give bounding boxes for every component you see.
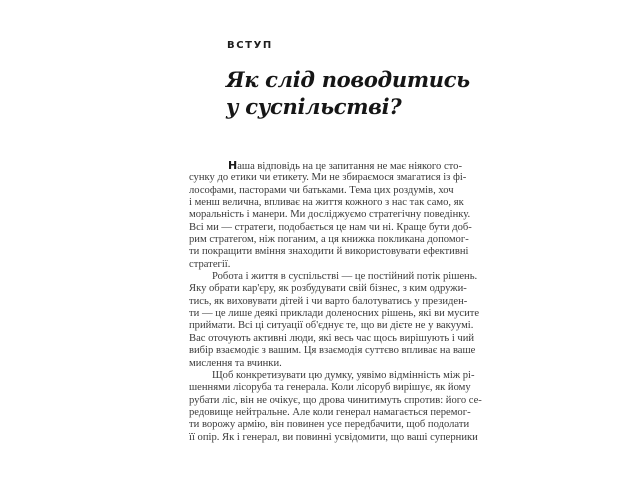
text-line: приймати. Всі ці ситуації об'єднує те, що ви дієте не у вакуумі.	[189, 320, 474, 332]
text-line: Робота і життя в суспільстві — це постійний потік рішень.	[212, 271, 478, 283]
text-line: ти — це лише деякі приклади доленосних рішень, які ви мусите	[189, 308, 480, 320]
title-line: Як слід поводитись	[226, 67, 470, 92]
text-line: ти покращити вміння знаходити й використовувати ефективні	[189, 246, 469, 258]
text-line: сунку до етики чи етикету. Ми не збираємося змагатися із фі-	[189, 172, 467, 184]
section-label: ВСТУП	[227, 40, 273, 51]
text-line: Вас оточують активні люди, які весь час щось вирішують і чий	[189, 332, 475, 344]
title-line: у суспільстві?	[226, 94, 402, 119]
text-line: тись, як виховувати дітей і чи варто балотуватись у президен-	[189, 295, 468, 307]
text-line: і менш велична, впливає на життя кожного з нас так само, як	[189, 197, 464, 209]
text-line: рубати ліс, він не очікує, що дрова чинитимуть спротив: його се-	[189, 394, 482, 406]
text-line: ти ворожу армію, він повинен усе передбачити, щоб подолати	[189, 419, 470, 431]
text-line: рим стратегом, ніж поганим, а ця книжка покликана допомог-	[189, 234, 469, 246]
drop-cap: Н	[228, 159, 238, 172]
text-line: Всі ми — стратеги, подобається це нам чи ні. Краще бути доб-	[189, 221, 472, 233]
text-line: шеннями лісоруба та генерала. Коли лісоруб вирішує, як йому	[189, 382, 471, 394]
text-line: мислення та вчинки.	[189, 357, 282, 369]
text-line: лософами, пасторами чи батьками. Тема цих роздумів, хоч	[189, 184, 454, 196]
text-line: вибір взаємодіє з вашим. Ця взаємодія суттєво впливає на ваше	[189, 345, 476, 357]
text-line: моральність і манери. Ми досліджуємо стратегічну поведінку.	[189, 209, 471, 221]
text-line: її опір. Як і генерал, ви повинні усвідомити, що ваші суперники	[189, 431, 478, 443]
text-line: редовище нейтральне. Але коли генерал намагається перемог-	[189, 406, 471, 418]
text-line: стратегії.	[189, 258, 231, 270]
chapter-title	[226, 66, 470, 120]
body-text	[189, 159, 482, 444]
text-line: Наша відповідь на це запитання не має ніякого сто-	[228, 159, 462, 172]
text-line: Яку обрати кар'єру, як розбудувати свій бізнес, з ким одружи-	[189, 283, 467, 295]
text-line: Щоб конкретизувати цю думку, уявімо відмінність між рі-	[212, 369, 475, 381]
